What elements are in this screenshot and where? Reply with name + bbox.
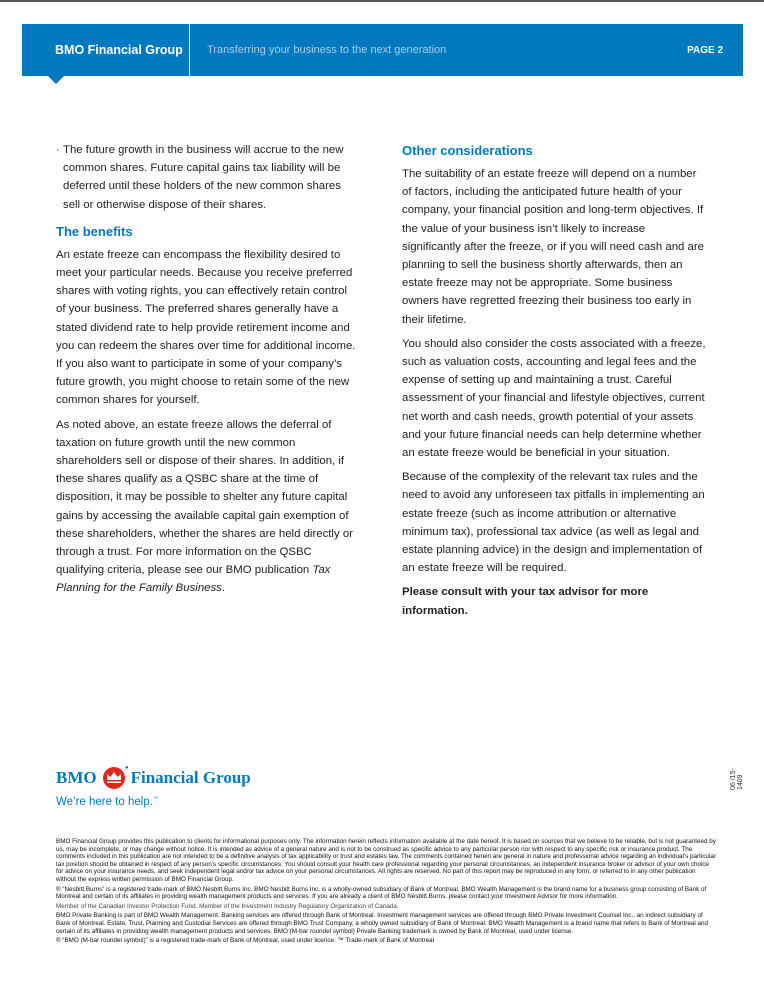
benefits-paragraph-1: An estate freeze can encompass the flexibility desired to meet your particular needs. Because you receive preferred shares with voting rights, you can effectively retain control of your business. The preferred shares generally have a stated dividend rate to help provide retirement income and you can redeem the shares over time for additional income. If you also want to participate in some of your company’s future growth, you might choose to retain some of the new common shares for yourself. (56, 248, 356, 407)
tagline-text: We’re here to help. (56, 796, 153, 808)
logo-text-bmo: BMO (56, 768, 97, 787)
disclaimer-paragraph: BMO Financial Group provides this publication to clients for informational purposes only. The information herein reflects information available at the date hereof. It is based on sources that we believe to be reliable, but is not guaranteed by us, may be incomplete, or may change without notice. It is intended as advice of a general nature and is not to be construed as specific advice to any particular person nor with respect to any specific risk or insurance product. The comments included in this publication are not intended to be a definitive analysis of tax applicability or trust and estates law. The comments contained herein are general in nature and professional advice regarding an individual’s particular tax position should be obtained in respect of any person’s specific circumstances. You should consult your health care professional regarding your personal circumstances, an independent insurance broker or advisor of your own choice for advice on your insurance needs, and seek independent legal and/or tax advice on your personal circumstances. All rights are reserved. No part of this report may be reproduced in any form, or referred to in any other publication without the express written permission of BMO Financial Group. (56, 838, 716, 883)
top-rule (0, 0, 764, 2)
considerations-paragraph-2: You should also consider the costs associated with a freeze, such as valuation costs, accounting and legal fees and the expense of setting up and maintaining a trust. Careful assessment of your financial and lifestyle objectives, current net worth and cash needs, growth potential of your assets and your future financial needs can help determine whether an estate freeze would be beneficial in your situation. (402, 337, 706, 460)
bullet-item (56, 141, 356, 214)
logo-text-financial-group: Financial Group (130, 768, 251, 787)
right-column (402, 141, 707, 626)
section-heading-other-considerations: Other considerations (402, 143, 533, 158)
header-title: Transferring your business to the next generation (207, 44, 447, 56)
trademark-icon: ™ (152, 796, 158, 803)
bmo-logo (56, 767, 251, 789)
section-heading-benefits: The benefits (56, 223, 133, 239)
bullet-dot-icon: · (56, 144, 60, 156)
page-header (22, 24, 743, 76)
legal-disclaimer (56, 838, 716, 947)
considerations-paragraph-3: Because of the complexity of the relevant tax rules and the need to avoid any unforeseen tax pitfalls in implementing an estate freeze (such as income attribution or alternative minimum tax), professional tax advice (as well as legal and estate planning advice) in the design and implementation of an estate freeze will be required. (402, 471, 705, 575)
tagline (56, 796, 158, 808)
private-banking-note: BMO Private Banking is part of BMO Wealth Management. Banking services are offered through Bank of Montreal. Investment management services are offered through BMO Private Investment Counsel Inc., an indirect subsidiary of Bank of Montreal. Estate, Trust, Planning and Custodial Services are offered through BMO Trust Company, a wholly owned subsidiary of Bank of Montreal. BMO Wealth Management is a brand name that refers to Bank of Montreal and certain of its affiliates in providing wealth management products and services. BMO (M-bar roundel symbol) Private Banking trademark is owned by Bank of Montreal, used under license. (56, 912, 709, 935)
member-note: Member of the Canadian Investor Protection Fund. Member of the Investment Industry Regulatory Organization of Canada. (56, 902, 399, 910)
page-number: PAGE 2 (687, 44, 723, 56)
header-brand: BMO Financial Group (22, 24, 190, 76)
paragraph-end: . (221, 582, 226, 595)
nesbitt-burns-note: ® “Nesbitt Burns” is a registered trade-mark of BMO Nesbitt Burns Inc. BMO Nesbitt Burns Inc. is a wholly-owned subsidiary of Bank of Montreal. BMO Wealth Management is the brand name for a business group consisting of Bank of Montreal and certain of its affiliates in providing wealth management products and services. If you are already a client of BMO Nesbitt Burns, please contact your Investment Advisor for more information. (56, 885, 707, 901)
left-column (56, 141, 356, 604)
benefits-paragraph-2 (56, 416, 356, 598)
publication-title: Tax Planning for the Family Business (56, 564, 331, 595)
document-number: 06 /15-1409 (730, 768, 744, 790)
registered-mark-icon: ● (124, 765, 129, 771)
closing-statement: Please consult with your tax advisor for more information. (402, 586, 649, 617)
trademark-note: ® “BMO (M-bar roundel symbol)” is a registered trade-mark of Bank of Montreal, used under licence. ™ Trade-mark of Bank of Montreal (56, 937, 435, 945)
bullet-text: The future growth in the business will accrue to the new common shares. Future capital gains tax liability will be deferred until these holders of the new common shares sell or otherwise dispose of their shares. (63, 144, 344, 211)
header-pointer-icon (48, 76, 64, 84)
roundel-icon (103, 765, 129, 789)
considerations-paragraph-1: The suitability of an estate freeze will depend on a number of factors, including the anticipated future health of your company, your financial position and long-term objectives. If the value of your business isn’t likely to increase significantly after the freeze, or if you will need cash and are planning to sell the business shortly afterwards, then an estate freeze may not be appropriate. Some business owners have regretted freezing their business too early in their lifetime. (402, 168, 705, 326)
paragraph-text: As noted above, an estate freeze allows the deferral of taxation on future growth until the new common shareholders sell or dispose of their shares. In addition, if these shares qualify as a QSBC share at the time of disposition, it may be possible to shelter any future capital gains by accessing the available capital gain exemption of these shareholders, whether the shares are held directly or through a trust. For more information on the QSBC qualifying criteria, please see our BMO publication (56, 418, 353, 577)
